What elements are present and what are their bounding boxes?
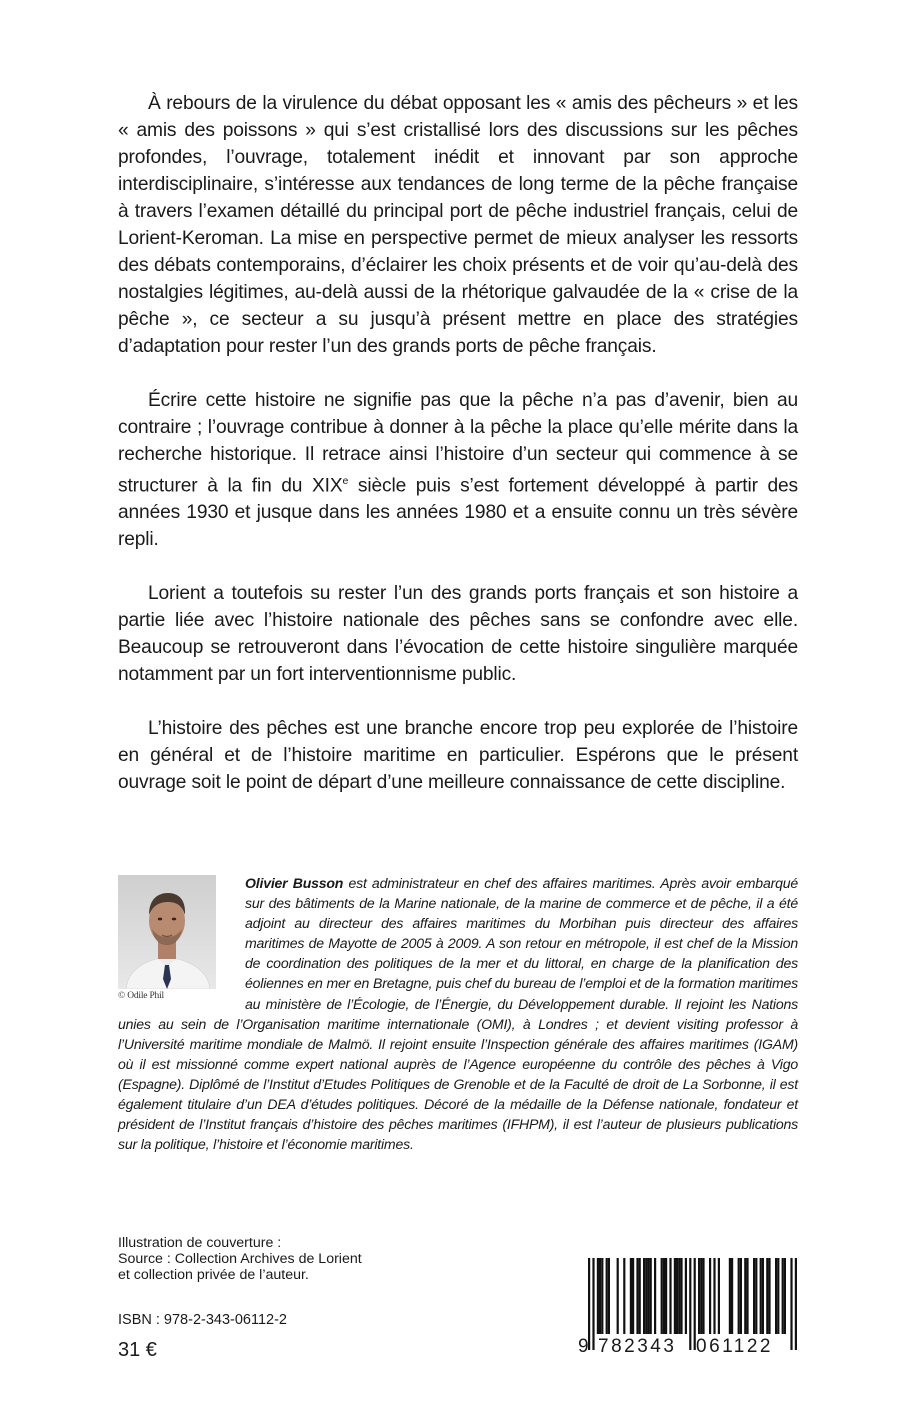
barcode-bar (601, 1258, 603, 1334)
back-cover-text (118, 90, 798, 796)
cover-illustration-credit (118, 1235, 362, 1283)
barcode-bar (665, 1258, 667, 1334)
barcode-bar (700, 1258, 702, 1334)
author-name: Olivier Busson (245, 875, 344, 891)
cover-credit-line-2: Source : Collection Archives de Lorient (118, 1251, 362, 1267)
barcode-bar (775, 1258, 777, 1334)
barcode-bar (698, 1258, 700, 1334)
barcode-bar (755, 1258, 757, 1334)
barcode-bar (753, 1258, 755, 1334)
barcode-bar (760, 1258, 762, 1334)
barcode-bar (661, 1258, 663, 1334)
barcode-bar (744, 1258, 746, 1334)
barcode-bar (738, 1258, 740, 1334)
barcode-bar (782, 1258, 784, 1334)
barcode-bar (654, 1258, 656, 1334)
barcode-bar (680, 1258, 682, 1334)
barcode-bar (632, 1258, 634, 1334)
barcode-bar (645, 1258, 647, 1334)
barcode-bar (599, 1258, 601, 1334)
barcode-guard-bar (795, 1258, 797, 1350)
barcode-bar (643, 1258, 645, 1334)
barcode-bar (784, 1258, 786, 1334)
barcode-bar (731, 1258, 733, 1334)
paragraph-2: Écrire cette histoire ne signifie pas que la pêche n’a pas d’avenir, bien au contraire ; l’ouvrage contribue à donner à la pêche la place qu’elle mérite dans la recherche historique. Il retrace ainsi l’histoire d’un secteur qui commence à se structurer à la fin du XIXe siècle puis s’est fortement développé à partir des années 1930 et jusque dans les années 1980 et a ensuite connu un très sévère repli. (118, 390, 798, 551)
paragraph-3: Lorient a toutefois su rester l’un des grands ports français et son histoire a partie liée avec l’histoire nationale des pêches sans se confondre avec elle. Beaucoup se retrouveront dans l’évocation de cette histoire singulière marquée notamment par un fort interventionnisme public. (118, 583, 798, 686)
barcode-bar (663, 1258, 665, 1334)
barcode-guard-bar (592, 1258, 594, 1350)
barcode-bar (617, 1258, 619, 1334)
barcode-bar (636, 1258, 638, 1334)
barcode-bar (608, 1258, 610, 1334)
cover-credit-line-3: et collection privée de l’auteur. (118, 1267, 309, 1283)
barcode-bar (623, 1258, 625, 1334)
barcode-bar (597, 1258, 599, 1334)
barcode-bar (718, 1258, 720, 1334)
price: 31 € (118, 1339, 157, 1361)
barcode-bar (768, 1258, 770, 1334)
barcode-bar (678, 1258, 680, 1334)
barcode-bar (647, 1258, 649, 1334)
author-bio (118, 873, 798, 1154)
barcode-bar (740, 1258, 742, 1334)
barcode-bar (746, 1258, 748, 1334)
barcode-bar (630, 1258, 632, 1334)
barcode-guard-bar (689, 1258, 691, 1350)
barcode-group-2: 061122 (696, 1336, 773, 1357)
barcode-bar (762, 1258, 764, 1334)
barcode-lead-digit: 9 (578, 1336, 589, 1357)
barcode-bar (639, 1258, 641, 1334)
isbn: ISBN : 978-2-343-06112-2 (118, 1312, 288, 1328)
barcode-bar (702, 1258, 704, 1334)
barcode-bar (606, 1258, 608, 1334)
barcode-bar (766, 1258, 768, 1334)
barcode-bar (709, 1258, 711, 1334)
barcode-bar (669, 1258, 671, 1334)
paragraph-4: L’histoire des pêches est une branche encore trop peu explorée de l’histoire en général et de l’histoire maritime en particulier. Espérons que le présent ouvrage soit le point de départ d’une meilleure connaissance de cette discipline. (118, 718, 798, 794)
author-bio-text: est administrateur en chef des affaires maritimes. Après avoir embarqué sur des bâtiments de la Marine nationale, de la marine de commerce et de pêche, il a été adjoint au directeur des affaires maritimes du Morbihan puis directeur des affaires maritimes de Mayotte de 2005 à 2009. A son retour en métropole, il est chef de la Mission de coordination des politiques de la mer et du littoral, en charge de la planification des éoliennes en mer en Bretagne, puis chef du bureau de l’emploi et de la formation maritimes au ministère de l’Écologie, de l’Énergie, du Développement durable. Il rejoint les Nations unies au sein de l’Organisation maritime internationale (OMI), à Londres ; et devient visiting professor à l’Université maritime mondiale de Malmö. Il rejoint ensuite l’Inspection générale des affaires maritimes (IGAM) où il est missionné comme expert national auprès de l’Agence européenne du contrôle des pêches à Vigo (Espagne). Diplômé de l’Institut d’Etudes Politiques de Grenoble et de la Faculté de droit de La Sorbonne, il est également titulaire d’un DEA d’études politiques. Décoré de la médaille de la Défense nationale, fondateur et président de l’Institut français d’histoire des pêches maritimes (IFHPM), il est l’auteur de plusieurs publications sur la politique, l’histoire et l’économie maritimes. (118, 875, 798, 1153)
author-photo-block (118, 875, 235, 1002)
barcode-bar (685, 1258, 687, 1334)
barcode-bar (650, 1258, 652, 1334)
author-photo (118, 875, 216, 989)
barcode-bar (713, 1258, 715, 1334)
barcode-bar (729, 1258, 731, 1334)
barcode-guard-bar (790, 1258, 792, 1350)
barcode-bar (777, 1258, 779, 1334)
barcode-bar (674, 1258, 676, 1334)
barcode-bar (676, 1258, 678, 1334)
barcode-group-1: 782343 (598, 1336, 677, 1357)
paragraph-1: À rebours de la virulence du débat opposant les « amis des pêcheurs » et les « amis des poissons » qui s’est cristallisé lors des discussions sur les pêches profondes, l’ouvrage, totalement inédit et innovant par son approche interdisciplinaire, s’intéresse aux tendances de long terme de la pêche française à travers l’examen détaillé du principal port de pêche industriel français, celui de Lorient-Keroman. La mise en perspective permet de mieux analyser les ressorts des débats contemporains, d’éclairer les choix présents et de voir qu’au-delà des nostalgies légitimes, au-delà aussi de la rhétorique galvaudée de la « crise de la pêche », ce secteur a su jusqu’à présent mettre en place des stratégies d’adaptation pour rester l’un des grands ports de pêche français. (118, 93, 798, 357)
photo-credit: © Odile Phil (118, 991, 164, 1001)
cover-credit-line-1: Illustration de couverture : (118, 1235, 282, 1251)
